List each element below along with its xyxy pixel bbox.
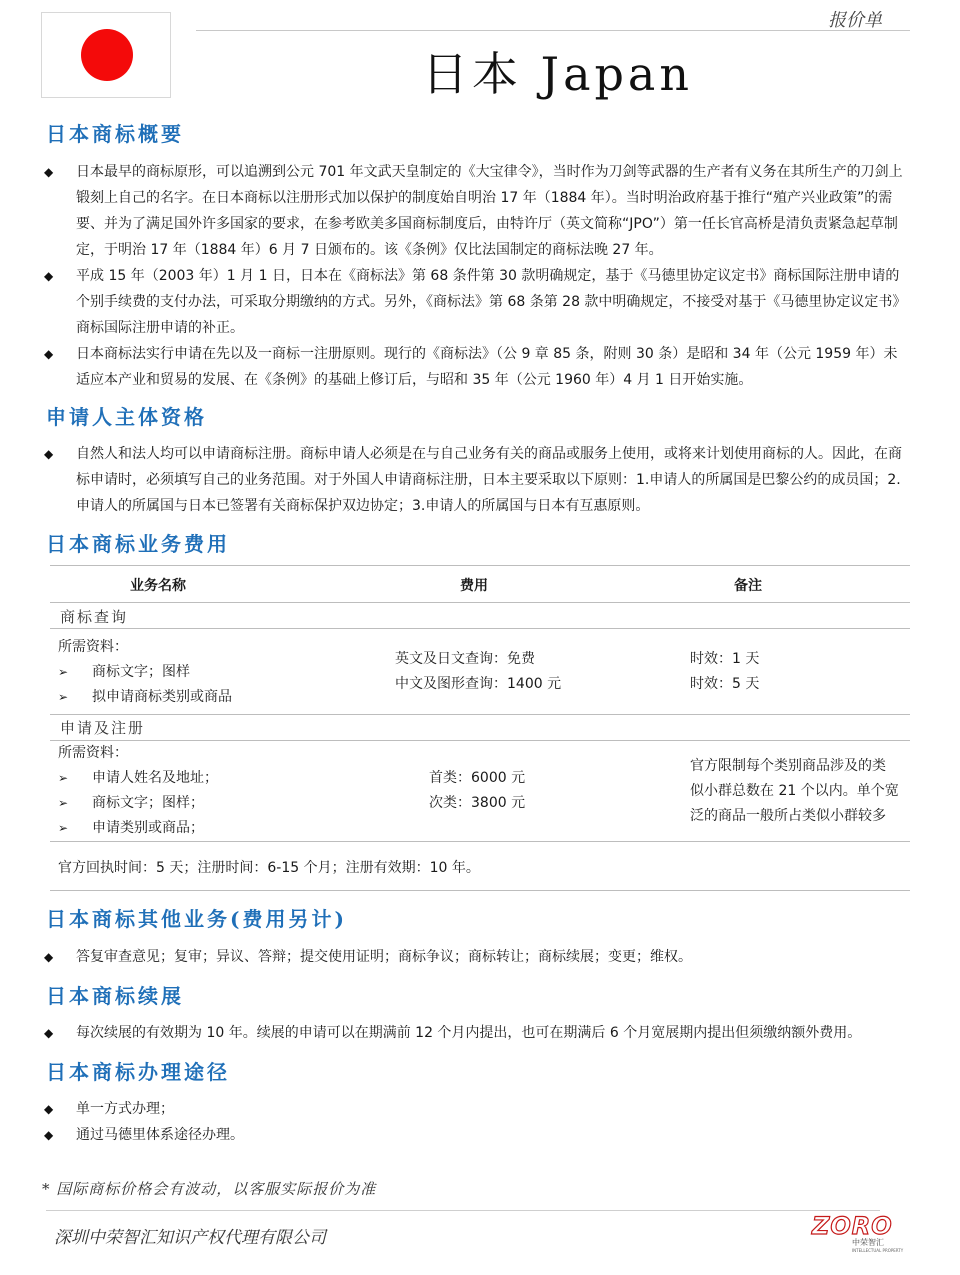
table-rule — [50, 602, 910, 603]
arrow-bullet-icon: ➢ — [58, 665, 69, 679]
section-title-channels: 日本商标办理途径 — [46, 1060, 230, 1084]
column-header-remark: 备注 — [734, 578, 762, 594]
section-title-overview: 日本商标概要 — [46, 122, 184, 146]
remark-cell-application — [690, 754, 899, 829]
remark-line: 似小群总数在 21 个以内。单个宽 — [690, 783, 899, 799]
table-rule — [50, 841, 910, 842]
fee-line: 首类：6000 元 — [429, 770, 526, 786]
remark-line: 官方限制每个类别商品涉及的类 — [690, 758, 886, 774]
company-name: 深圳中荣智汇知识产权代理有限公司 — [54, 1228, 326, 1248]
flag-sun-disc — [81, 29, 133, 81]
japan-flag — [41, 12, 171, 98]
overview-list — [44, 159, 904, 393]
list-item: ◆ 平成 15 年（2003 年）1 月 1 日，日本在《商标法》第 68 条件第 30 款明确规定，基于《马德里协定议定书》商标国际注册申请的个别手续费的支付办法，可采取分期缴纳的方式。另外，《商标法》第 68 条第 28 款中明确规定，不接受对基于《马德里协定议定书》商标国际注册申请的补正。 — [44, 263, 904, 341]
remark-line: 时效：5 天 — [690, 676, 760, 692]
requirement-item: ➢ 拟申请商标类别或商品 — [58, 685, 232, 710]
page-title: 日本 Japan — [422, 47, 693, 101]
requirement-item: ➢ 商标文字；图样； — [58, 791, 218, 816]
requirements-title: 所需资料： — [58, 745, 128, 761]
list-item: ◆ 单一方式办理； — [44, 1096, 904, 1122]
logo-english: INTELLECTUAL PROPERTY — [852, 1248, 904, 1253]
other-list — [44, 944, 904, 970]
renewal-list — [44, 1020, 904, 1046]
remark-line: 泛的商品一般所占类似小群较多 — [690, 808, 886, 824]
table-rule — [50, 714, 910, 715]
requirement-item: ➢ 申请类别或商品； — [58, 816, 218, 841]
section-title-eligibility: 申请人主体资格 — [46, 405, 207, 429]
list-item: ◆ 答复审查意见；复审；异议、答辩；提交使用证明；商标争议；商标转让；商标续展；变更；维权。 — [44, 944, 904, 970]
remark-line: 时效：1 天 — [690, 651, 760, 667]
channels-list — [44, 1096, 904, 1148]
list-item: ◆ 通过马德里体系途径办理。 — [44, 1122, 904, 1148]
arrow-bullet-icon: ➢ — [58, 690, 69, 704]
footer-divider — [46, 1210, 880, 1211]
section-title-other: 日本商标其他业务(费用另计) — [46, 907, 347, 931]
list-item: ◆ 自然人和法人均可以申请商标注册。商标申请人必须是在与自己业务有关的商品或服务上使用，或将来计划使用商标的人。因此，在商标申请时，必须填写自己的业务范围。对于外国人申请商标注册，日本主要采取以下原则：1.申请人的所属国是巴黎公约的成员国；2.申请人的所属国与日本已签署有关商标保护双边协定；3.申请人的所属国与日本有互惠原则。 — [44, 441, 904, 519]
list-item: ◆ 每次续展的有效期为 10 年。续展的申请可以在期满前 12 个月内提出，也可在期满后 6 个月宽展期内提出但须缴纳额外费用。 — [44, 1020, 904, 1046]
logo-chinese: 中荣智汇 — [852, 1238, 884, 1247]
fee-cell-search — [395, 647, 561, 697]
arrow-bullet-icon: ➢ — [58, 821, 69, 835]
table-rule — [50, 628, 910, 629]
column-header-service: 业务名称 — [130, 578, 186, 594]
arrow-bullet-icon: ➢ — [58, 796, 69, 810]
requirement-item: ➢ 商标文字；图样 — [58, 660, 232, 685]
table-rule — [50, 890, 910, 891]
group-label-search: 商标查询 — [60, 608, 129, 626]
table-rule — [50, 565, 910, 566]
fee-cell-application — [429, 766, 525, 816]
logo-wordmark: ZORO — [812, 1212, 893, 1240]
fee-line: 中文及图形查询：1400 元 — [395, 676, 562, 692]
section-title-renewal: 日本商标续展 — [46, 984, 184, 1008]
header-divider — [196, 30, 910, 31]
fee-timing-note: 官方回执时间：5 天；注册时间：6-15 个月；注册有效期：10 年。 — [58, 860, 480, 876]
section-title-fees: 日本商标业务费用 — [46, 532, 230, 556]
price-disclaimer: * 国际商标价格会有波动，以客服实际报价为准 — [42, 1180, 377, 1198]
list-item: ◆ 日本最早的商标原形，可以追溯到公元 701 年文武天皇制定的《大宝律令》，当时作为刀剑等武器的生产者有义务在其所生产的刀剑上锻刻上自己的名字。在日本商标以注册形式加以保护的制度始自明治 17 年（1884 年）。当时明治政府基于推行“殖产兴业政策”的需要、并为了满足国外许多国家的要求，在参考欧美多国商标制度后，由特许厅（英文简称“JPO”）第一任长官高桥是清负责紧急起草制定，于明治 17 年（1884 年）6 月 7 日颁布的。该《条例》仅比法国制定的商标法晚 27 年。 — [44, 159, 904, 263]
fee-line: 次类：3800 元 — [429, 795, 526, 811]
document-type-label: 报价单 — [828, 10, 882, 31]
requirements-title: 所需资料： — [58, 639, 128, 655]
requirements-search — [58, 635, 232, 710]
eligibility-list — [44, 441, 904, 519]
requirement-item: ➢ 申请人姓名及地址； — [58, 766, 218, 791]
group-label-application: 申请及注册 — [60, 719, 146, 737]
company-logo — [812, 1212, 910, 1252]
remark-cell-search — [690, 647, 759, 697]
arrow-bullet-icon: ➢ — [58, 771, 69, 785]
fee-line: 英文及日文查询：免费 — [395, 651, 535, 667]
requirements-application — [58, 741, 218, 841]
column-header-fee: 费用 — [460, 578, 488, 594]
list-item: ◆ 日本商标法实行申请在先以及一商标一注册原则。现行的《商标法》（公 9 章 85 条，附则 30 条）是昭和 34 年（公元 1959 年）未适应本产业和贸易的发展、在《条例》的基础上修订后，与昭和 35 年（公元 1960 年）4 月 1 日开始实施。 — [44, 341, 904, 393]
